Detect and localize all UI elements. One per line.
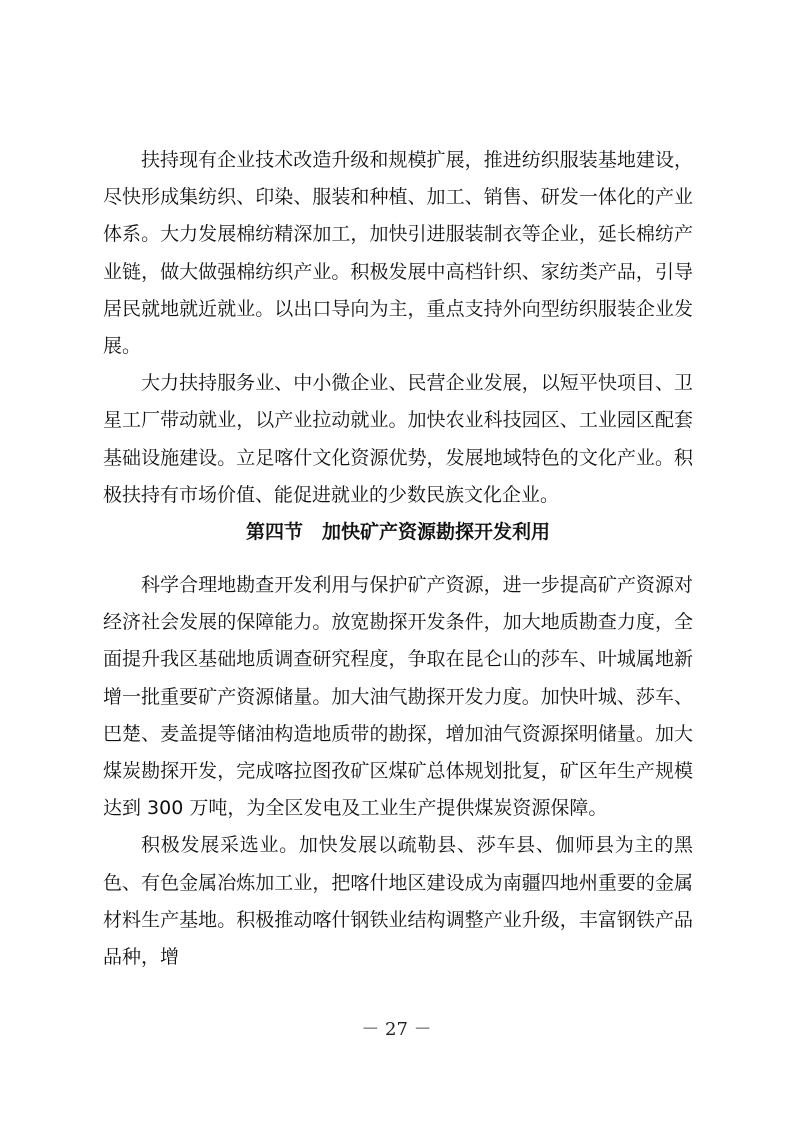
page-number: － 27 － <box>361 1019 432 1040</box>
heading-spacer <box>103 551 693 567</box>
section-heading: 第四节 加快矿产资源勘探开发利用 <box>245 521 550 544</box>
paragraph-service-industry: 大力扶持服务业、中小微企业、民营企业发展，以短平快项目、卫星工厂带动就业，以产业拉动就业。加快农业科技园区、工业园区配套基础设施建设。立足喀什文化资源优势，发展地域特色的文化产业。积极扶持有市场价值、能促进就业的少数民族文化企业。 <box>103 372 693 506</box>
paragraph-mineral-exploration: 科学合理地勘查开发利用与保护矿产资源，进一步提高矿产资源对经济社会发展的保障能力。放宽勘探开发条件，加大地质勘查力度，全面提升我区基础地质调查研究程度，争取在昆仑山的莎车、叶城属地新增一批重要矿产资源储量。加大油气勘探开发力度。加快叶城、莎车、巴楚、麦盖提等储油构造地质带的勘探，增加油气资源探明储量。加大煤炭勘探开发，完成喀拉图孜矿区煤矿总体规划批复，矿区年生产规模达到 300 万吨，为全区发电及工业生产提供煤炭资源保障。 <box>103 574 693 820</box>
document-body <box>103 142 693 976</box>
paragraph-textile-industry: 扶持现有企业技术改造升级和规模扩展，推进纺织服装基地建设，尽快形成集纺织、印染、服装和种植、加工、销售、研发一体化的产业体系。大力发展棉纺精深加工，加快引进服装制衣等企业，延长棉纺产业链，做大做强棉纺织产业。积极发展中高档针织、家纺类产品，引导居民就地就近就业。以出口导向为主，重点支持外向型纺织服装企业发展。 <box>103 149 693 358</box>
paragraph-mining-industry: 积极发展采选业。加快发展以疏勒县、莎车县、伽师县为主的黑色、有色金属冶炼加工业，把喀什地区建设成为南疆四地州重要的金属材料生产基地。积极推动喀什钢铁业结构调整产业升级，丰富钢铁产品品种，增 <box>103 834 693 969</box>
